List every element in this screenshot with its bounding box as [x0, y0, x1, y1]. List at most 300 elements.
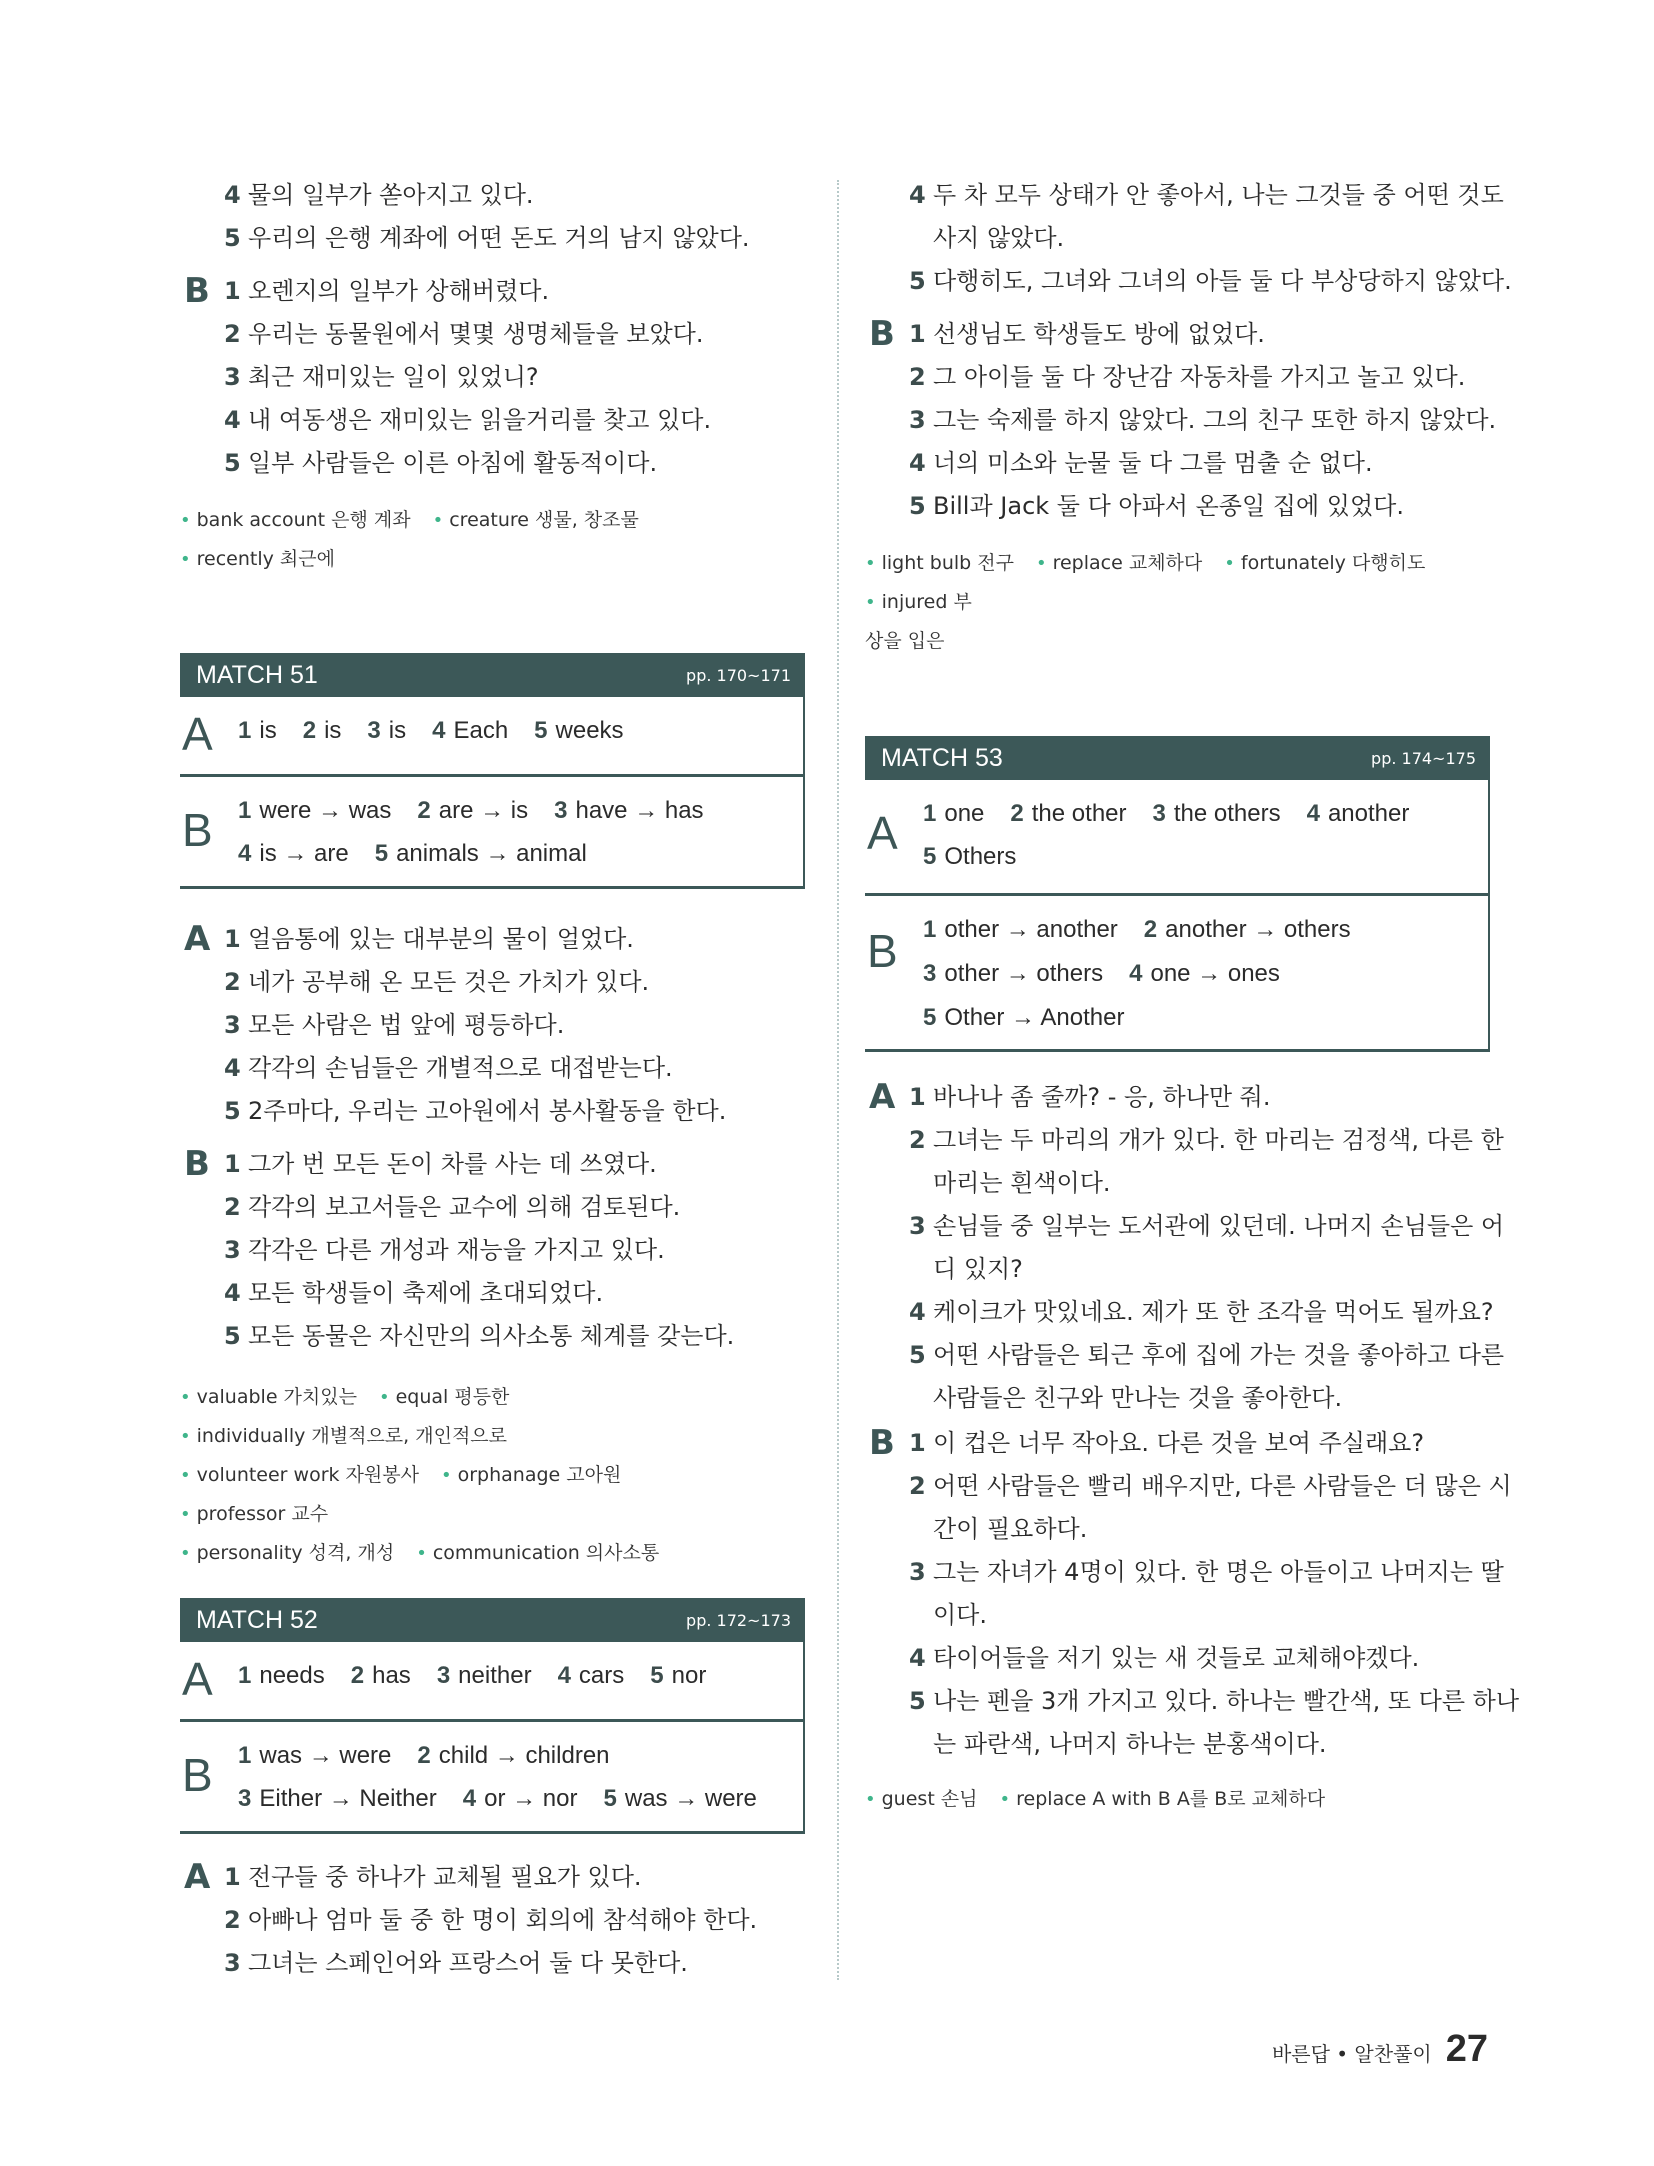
line-text: 다행히도, 그녀와 그녀의 아들 둘 다 부상당하지 않았다.	[933, 267, 1512, 295]
answer-value: one → ones	[1150, 960, 1280, 987]
line-text: 모든 사람은 법 앞에 평등하다.	[248, 1011, 565, 1039]
line-text: 우리는 동물원에서 몇몇 생명체들을 보았다.	[248, 320, 704, 348]
text-line	[180, 1229, 805, 1272]
line-text: 우리의 은행 계좌에 어떤 돈도 거의 남지 않았다.	[248, 224, 750, 252]
answer-value: animals → animal	[396, 840, 587, 867]
match-53	[865, 736, 1490, 1052]
line-number: 5	[909, 1687, 926, 1715]
vocab-row	[180, 1534, 805, 1573]
right-top-vocab	[865, 544, 1490, 660]
text-line	[865, 1076, 1490, 1119]
text-line	[180, 1899, 805, 1942]
answer-number: 2	[417, 797, 431, 824]
text-line	[865, 356, 1490, 399]
right-top-vocab-cont: 상을 입은	[865, 630, 945, 652]
line-number: 5	[224, 1322, 241, 1350]
line-number: 2	[224, 1906, 241, 1934]
answer-value: is	[324, 717, 342, 744]
line-text: 물의 일부가 쏟아지고 있다.	[248, 181, 534, 209]
answer-item	[558, 1662, 625, 1689]
line-number: 2	[224, 968, 241, 996]
answer-number: 4	[432, 717, 446, 744]
answer-value: are → is	[438, 797, 529, 824]
text-line	[180, 1004, 805, 1047]
vocab-row	[180, 1456, 805, 1534]
bullet-icon: •	[180, 1426, 191, 1447]
answer-number: 2	[417, 1742, 431, 1769]
answer-number: 4	[462, 1785, 477, 1812]
answer-number: 3	[554, 797, 568, 824]
text-line	[865, 1723, 1490, 1766]
line-text: 사지 않았다.	[933, 224, 1065, 252]
answer-number: 5	[374, 840, 389, 867]
line-text: 각각의 보고서들은 교수에 의해 검토된다.	[248, 1193, 681, 1221]
line-text: 어떤 사람들은 퇴근 후에 집에 가는 것을 좋아하고 다른	[933, 1341, 1505, 1369]
answer-number: 4	[238, 840, 252, 867]
vocab-text: recently 최근에	[196, 548, 335, 570]
line-number: 1	[909, 1429, 926, 1457]
match-51-vocab	[180, 1378, 805, 1573]
bullet-icon: •	[180, 510, 191, 531]
vocab-text: individually 개별적으로, 개인적으로	[196, 1425, 508, 1447]
line-number: 3	[909, 1212, 926, 1240]
line-number: 1	[224, 1150, 241, 1178]
section-letter: A	[184, 919, 211, 959]
text-line	[180, 1047, 805, 1090]
answer-number: 3	[367, 717, 381, 744]
answer-value: is → are	[259, 840, 349, 867]
vocab-text: injured 부	[881, 591, 972, 613]
text-line	[180, 442, 805, 485]
section-letter: B	[184, 271, 210, 311]
line-text: 간이 필요하다.	[933, 1515, 1088, 1543]
match-52-b-row2	[238, 1785, 783, 1813]
bullet-icon: •	[865, 1789, 876, 1810]
line-number: 5	[909, 492, 926, 520]
answer-number: 2	[350, 1662, 365, 1689]
line-number: 1	[224, 1863, 241, 1891]
answer-number: 5	[603, 1785, 617, 1812]
match-53-title: MATCH 53	[881, 743, 1003, 772]
match-51-a-answers	[238, 717, 650, 745]
answer-value: neither	[458, 1662, 532, 1689]
answer-item	[417, 797, 528, 824]
answer-item	[604, 1785, 757, 1812]
text-line	[180, 217, 805, 260]
line-number: 2	[909, 1472, 926, 1500]
vocab-item	[180, 1386, 357, 1408]
line-text: 최근 재미있는 일이 있었니?	[248, 363, 539, 391]
line-number: 4	[909, 1644, 926, 1672]
right-top-vocab-row	[865, 544, 1490, 622]
line-number: 1	[909, 320, 926, 348]
vocab-row	[180, 1378, 805, 1456]
bullet-icon: •	[180, 1387, 191, 1408]
line-text: 타이어들을 저기 있는 새 것들로 교체해야겠다.	[933, 1644, 1420, 1672]
match-51-b-box	[180, 777, 805, 889]
bullet-icon: •	[1224, 553, 1235, 574]
bullet-icon: •	[180, 1504, 191, 1525]
line-number: 3	[224, 1236, 241, 1264]
section-letter: A	[184, 1857, 211, 1897]
text-line	[865, 1680, 1520, 1723]
line-text: 모든 학생들이 축제에 초대되었다.	[248, 1279, 604, 1307]
text-line	[865, 1508, 1490, 1551]
section-letter: A	[869, 1077, 896, 1117]
text-line	[865, 1465, 1512, 1508]
answer-item	[923, 916, 1118, 943]
line-text: 각각의 손님들은 개별적으로 대접받는다.	[248, 1054, 673, 1082]
vocab-item	[1036, 552, 1202, 574]
vocab-text: personality 성격, 개성	[196, 1542, 395, 1564]
answer-number: 1	[923, 800, 937, 827]
answer-value: one	[944, 800, 985, 827]
section-letter: B	[184, 1144, 210, 1184]
line-number: 3	[224, 363, 241, 391]
match-53-header	[865, 736, 1490, 780]
answer-value: Other → Another	[944, 1004, 1125, 1031]
line-text: 아빠나 엄마 둘 중 한 명이 회의에 참석해야 한다.	[248, 1906, 758, 1934]
line-text: 내 여동생은 재미있는 읽을거리를 찾고 있다.	[248, 406, 712, 434]
line-text: 선생님도 학생들도 방에 없었다.	[933, 320, 1265, 348]
left-top-lines	[180, 174, 805, 260]
line-number: 1	[224, 277, 241, 305]
match-53-b-row2	[923, 960, 1306, 988]
vocab-text: light bulb 전구	[881, 552, 1014, 574]
answer-value: or → nor	[484, 1785, 578, 1812]
line-text: 디 있지?	[933, 1255, 1023, 1283]
match-52-header	[180, 1598, 805, 1642]
line-number: 2	[224, 320, 241, 348]
line-text: 오렌지의 일부가 상해버렸다.	[248, 277, 550, 305]
line-text: 그는 자녀가 4명이 있다. 한 명은 아들이고 나머지는 딸	[933, 1558, 1504, 1586]
line-text: 바나나 좀 줄까? - 응, 하나만 줘.	[933, 1083, 1271, 1111]
answer-item	[463, 1785, 578, 1812]
answer-item	[923, 960, 1103, 987]
vocab-item	[441, 1464, 621, 1486]
answer-number: 4	[1306, 800, 1320, 827]
line-text: 케이크가 맛있네요. 제가 또 한 조각을 먹어도 될까요?	[933, 1298, 1494, 1326]
answer-value: was → were	[259, 1742, 392, 1769]
vocab-text: communication 의사소통	[432, 1542, 660, 1564]
match-52-a-section	[180, 1856, 805, 1985]
line-number: 1	[909, 1083, 926, 1111]
page-number: 27	[1445, 2028, 1488, 2070]
vocab-text: volunteer work 자원봉사	[196, 1464, 419, 1486]
answer-item	[367, 717, 406, 744]
match-51-b-row1	[238, 797, 730, 825]
text-line	[865, 1637, 1490, 1680]
line-text: 너의 미소와 눈물 둘 다 그를 멈출 순 없다.	[933, 449, 1373, 477]
line-number: 4	[909, 449, 926, 477]
answer-number: 4	[1129, 960, 1143, 987]
answer-value: child → children	[438, 1742, 610, 1769]
answer-value: the other	[1031, 800, 1127, 827]
match-51-a-section	[180, 918, 805, 1133]
line-text: 그가 번 모든 돈이 차를 사는 데 쓰였다.	[248, 1150, 657, 1178]
answer-number: 2	[302, 717, 317, 744]
answer-item	[1144, 916, 1351, 943]
match-52-b-letter: B	[182, 1749, 213, 1801]
vocab-item	[379, 1386, 509, 1408]
line-text: 두 차 모두 상태가 안 좋아서, 나는 그것들 중 어떤 것도	[933, 181, 1504, 209]
answer-item	[1307, 800, 1410, 827]
bullet-icon: •	[180, 1543, 191, 1564]
answer-item	[923, 843, 1016, 870]
vocab-item	[1224, 552, 1425, 574]
vocab-item	[416, 1542, 659, 1564]
answer-item	[923, 1004, 1124, 1031]
answer-number: 1	[238, 797, 252, 824]
line-number: 2	[909, 1126, 926, 1154]
vocab-item	[180, 509, 411, 531]
right-top-lines	[865, 174, 1512, 303]
text-line	[865, 399, 1497, 442]
vocab-text: orphanage 고아원	[457, 1464, 622, 1486]
text-line	[180, 1315, 805, 1358]
answer-number: 3	[238, 1785, 252, 1812]
section-letter: B	[869, 1423, 895, 1463]
vocab-item	[180, 1542, 394, 1564]
vocab-item	[180, 1425, 507, 1447]
answer-value: another	[1327, 800, 1410, 827]
match-53-a-row1	[923, 800, 1435, 828]
answer-item	[303, 717, 342, 744]
text-line	[865, 1334, 1505, 1377]
vocab-text: replace A with B A를 B로 교체하다	[1016, 1788, 1326, 1810]
answer-number: 2	[1143, 916, 1158, 943]
bullet-icon: •	[865, 553, 876, 574]
vocab-item	[1000, 1788, 1326, 1810]
match-51-pages: pp. 170~171	[686, 665, 791, 685]
line-number: 4	[909, 181, 926, 209]
vocab-item	[180, 548, 335, 570]
line-number: 3	[224, 1011, 241, 1039]
answer-number: 5	[534, 717, 548, 744]
vocab-text: bank account 은행 계좌	[196, 509, 411, 531]
answer-value: was → were	[624, 1785, 757, 1812]
vocab-text: replace 교체하다	[1052, 552, 1203, 574]
answer-item	[238, 1662, 325, 1689]
text-line	[865, 1551, 1504, 1594]
answer-number: 3	[436, 1662, 451, 1689]
match-52-a-answers	[238, 1662, 732, 1690]
bullet-icon: •	[865, 592, 876, 613]
left-top-b	[180, 270, 805, 485]
vocab-text: valuable 가치있는	[196, 1386, 357, 1408]
text-line	[180, 1090, 805, 1133]
answer-item	[432, 717, 508, 744]
answer-number: 1	[923, 916, 937, 943]
vocab-text: guest 손님	[881, 1788, 978, 1810]
line-number: 5	[224, 449, 241, 477]
vocab-text: creature 생물, 창조물	[449, 509, 639, 531]
text-line	[865, 1377, 1490, 1420]
vocab-text: fortunately 다행히도	[1240, 552, 1426, 574]
match-52-a-letter: A	[182, 1653, 213, 1705]
line-text: 이다.	[933, 1601, 987, 1629]
line-number: 3	[909, 406, 926, 434]
line-number: 5	[909, 267, 926, 295]
text-line	[865, 217, 1490, 260]
match-51-b-letter: B	[182, 804, 213, 856]
right-top-b	[865, 313, 1497, 528]
answer-item	[417, 1742, 609, 1769]
answer-value: Each	[453, 717, 509, 744]
line-number: 3	[909, 1558, 926, 1586]
answer-value: the others	[1173, 800, 1281, 827]
match-52-b-row1	[238, 1742, 636, 1770]
line-number: 4	[909, 1298, 926, 1326]
match-51-a-letter: A	[182, 708, 213, 760]
answer-number: 5	[923, 843, 937, 870]
column-divider	[837, 180, 839, 1980]
match-53-vocab	[865, 1780, 1490, 1819]
answer-value: is	[259, 717, 277, 744]
answer-value: another → others	[1165, 916, 1351, 943]
match-52	[180, 1598, 805, 1834]
line-text: 일부 사람들은 이른 아침에 활동적이다.	[248, 449, 658, 477]
answer-number: 5	[650, 1662, 664, 1689]
bullet-icon: •	[416, 1543, 427, 1564]
answer-item	[238, 797, 391, 824]
line-text: 각각은 다른 개성과 재능을 가지고 있다.	[248, 1236, 665, 1264]
vocab-item	[865, 1788, 978, 1810]
answer-item	[238, 1742, 391, 1769]
match-51	[180, 653, 805, 889]
text-line	[865, 442, 1490, 485]
line-text: 전구들 중 하나가 교체될 필요가 있다.	[248, 1863, 642, 1891]
answer-value: other → another	[944, 916, 1118, 943]
match-53-a-section	[865, 1076, 1505, 1420]
line-number: 4	[224, 1054, 241, 1082]
text-line	[865, 174, 1504, 217]
answer-number: 3	[923, 960, 937, 987]
answer-item	[375, 840, 587, 867]
line-text: 사람들은 친구와 만나는 것을 좋아한다.	[933, 1384, 1343, 1412]
bullet-icon: •	[180, 1465, 191, 1486]
section-letter: B	[869, 314, 895, 354]
text-line	[865, 313, 1490, 356]
answer-value: Others	[944, 843, 1017, 870]
line-number: 4	[224, 181, 241, 209]
answer-item	[554, 797, 703, 824]
match-51-header	[180, 653, 805, 697]
page-footer	[1272, 2028, 1488, 2071]
text-line	[865, 1205, 1505, 1248]
text-line	[865, 485, 1490, 528]
answer-item	[238, 840, 349, 867]
match-51-title: MATCH 51	[196, 660, 318, 689]
answer-value: other → others	[944, 960, 1104, 987]
text-line	[865, 1594, 1490, 1637]
line-number: 1	[224, 925, 241, 953]
line-text: 2주마다, 우리는 고아원에서 봉사활동을 한다.	[248, 1097, 727, 1125]
answer-item	[351, 1662, 411, 1689]
text-line	[180, 356, 805, 399]
answer-number: 1	[238, 1662, 252, 1689]
match-51-b-row2	[238, 840, 613, 868]
match-52-a-box	[180, 1642, 805, 1722]
line-number: 2	[224, 1193, 241, 1221]
text-line	[180, 961, 805, 1004]
bullet-icon: •	[378, 1387, 390, 1408]
answer-value: cars	[578, 1662, 625, 1689]
answer-item	[238, 1785, 437, 1812]
text-line	[180, 1143, 805, 1186]
text-line	[865, 1248, 1490, 1291]
text-line	[180, 174, 805, 217]
answer-number: 3	[1152, 800, 1166, 827]
line-number: 2	[909, 363, 926, 391]
text-line	[180, 918, 805, 961]
text-line	[180, 1186, 805, 1229]
answer-number: 5	[923, 1004, 937, 1031]
answer-item	[923, 800, 984, 827]
vocab-item	[180, 1503, 328, 1525]
line-text: 이 컵은 너무 작아요. 다른 것을 보여 주실래요?	[933, 1429, 1425, 1457]
match-53-a-box	[865, 780, 1490, 896]
match-53-b-letter: B	[867, 925, 898, 977]
answer-value: Either → Neither	[259, 1785, 437, 1812]
answer-value: weeks	[555, 717, 624, 744]
answer-item	[1129, 960, 1280, 987]
line-text: Bill과 Jack 둘 다 아파서 온종일 집에 있었다.	[933, 492, 1404, 520]
answer-number: 2	[1010, 800, 1024, 827]
answer-number: 1	[238, 717, 252, 744]
vocab-item	[865, 552, 1014, 574]
answer-item	[437, 1662, 532, 1689]
vocab-item	[865, 591, 972, 613]
answer-item	[534, 717, 623, 744]
text-line	[865, 260, 1512, 303]
line-number: 4	[224, 406, 241, 434]
line-text: 모든 동물은 자신만의 의사소통 체계를 갖는다.	[248, 1322, 735, 1350]
match-53-a-letter: A	[867, 807, 898, 859]
answer-value: has	[372, 1662, 411, 1689]
footer-title: 바른답 • 알찬풀이	[1271, 2042, 1432, 2066]
answer-number: 1	[238, 1742, 252, 1769]
answer-value: were → was	[259, 797, 392, 824]
match-51-a-box	[180, 697, 805, 777]
match-52-b-box	[180, 1722, 805, 1834]
match-53-a-row2	[923, 843, 1042, 871]
vocab-item	[180, 1464, 419, 1486]
line-text: 그녀는 스페인어와 프랑스어 둘 다 못한다.	[248, 1949, 688, 1977]
line-text: 네가 공부해 온 모든 것은 가치가 있다.	[248, 968, 650, 996]
line-number: 5	[224, 1097, 241, 1125]
bullet-icon: •	[1035, 553, 1047, 574]
match-53-b-section	[865, 1422, 1520, 1766]
line-number: 3	[224, 1949, 241, 1977]
match-52-title: MATCH 52	[196, 1605, 318, 1634]
answer-value: have → has	[575, 797, 704, 824]
text-line	[865, 1162, 1490, 1205]
line-number: 4	[224, 1279, 241, 1307]
match-53-pages: pp. 174~175	[1371, 748, 1476, 768]
answer-item	[238, 717, 277, 744]
answer-value: nor	[671, 1662, 707, 1689]
line-text: 나는 펜을 3개 가지고 있다. 하나는 빨간색, 또 다른 하나	[933, 1687, 1520, 1715]
answer-value: is	[388, 717, 407, 744]
text-line	[865, 1119, 1504, 1162]
vocab-text: equal 평등한	[395, 1386, 510, 1408]
answer-item	[1010, 800, 1126, 827]
line-text: 마리는 흰색이다.	[933, 1169, 1111, 1197]
answer-value: needs	[259, 1662, 325, 1689]
line-text: 는 파란색, 나머지 하나는 분홍색이다.	[933, 1730, 1327, 1758]
text-line	[180, 1272, 805, 1315]
